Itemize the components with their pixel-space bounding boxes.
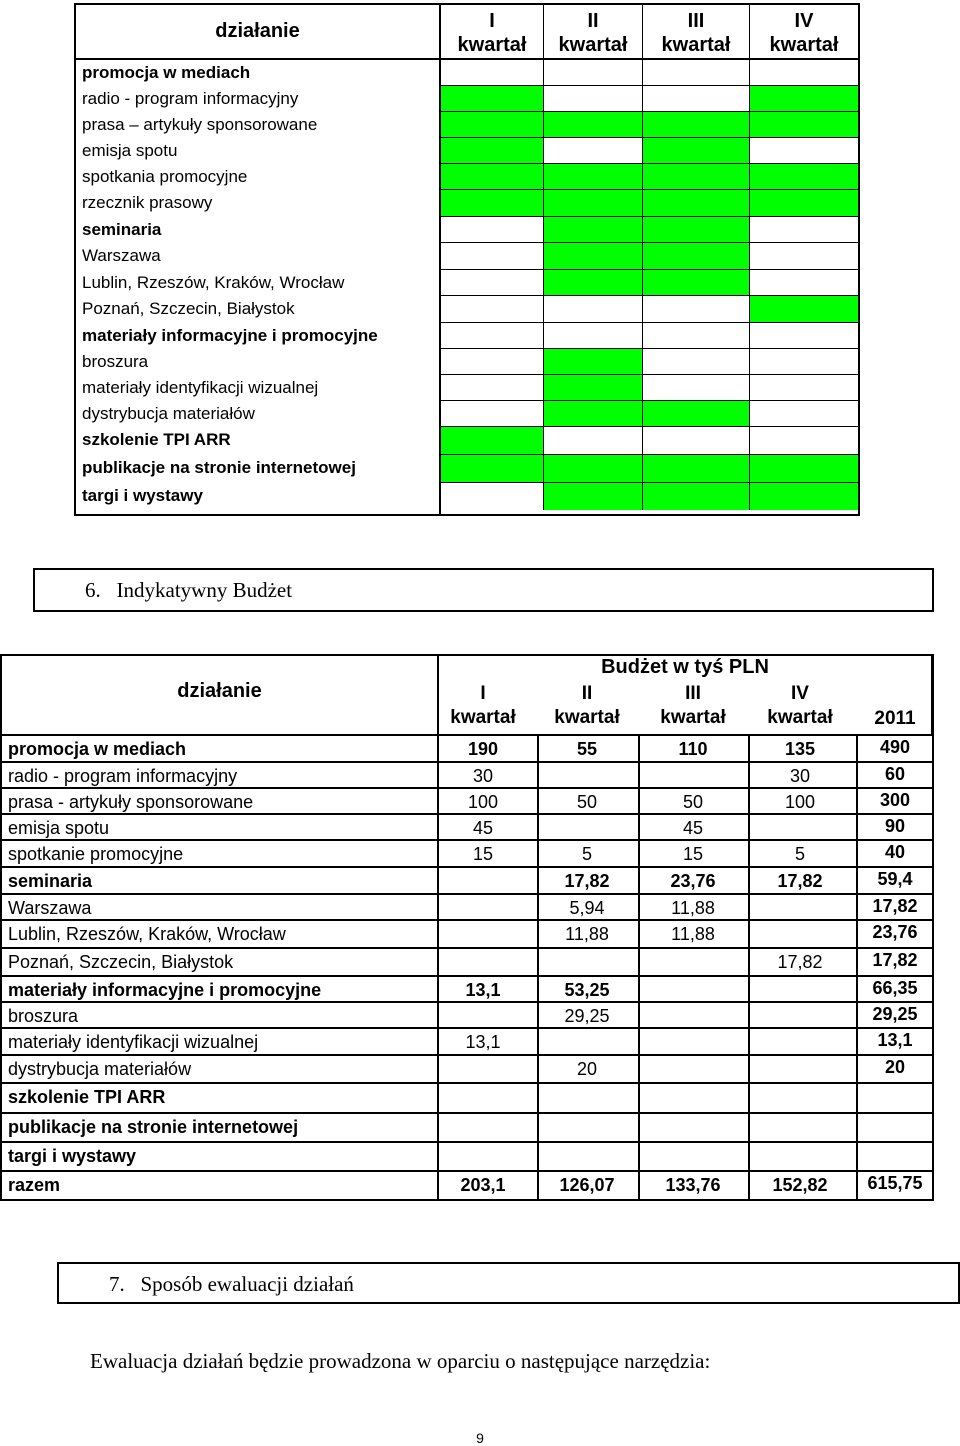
schedule-row-label: szkolenie TPI ARR: [82, 430, 231, 449]
evaluation-paragraph: Ewaluacja działań będzie prowadzona w oparciu o następujące narzędzia:: [90, 1349, 711, 1373]
budget-cell: 5,94: [569, 898, 605, 918]
schedule-cell: [643, 243, 750, 270]
budget-cell: 5: [581, 844, 592, 864]
schedule-cell: [750, 190, 858, 217]
schedule-row-label: rzecznik prasowy: [82, 193, 213, 212]
budget-row-label: prasa - artykuły sponsorowane: [8, 792, 254, 812]
schedule-row-label: Lublin, Rzeszów, Kraków, Wrocław: [82, 273, 345, 292]
schedule-cell: [643, 401, 750, 427]
schedule-cell: [544, 455, 643, 483]
budget-row-label: Lublin, Rzeszów, Kraków, Wrocław: [8, 924, 286, 944]
schedule-cell: [750, 483, 858, 510]
budget-quarter-header: [639, 682, 747, 730]
budget-row-label: spotkanie promocyjne: [8, 844, 184, 864]
schedule-row-label: promocja w mediach: [82, 63, 251, 82]
quarter-number: I: [480, 683, 486, 704]
budget-total-cell: 20: [884, 1057, 906, 1077]
schedule-cell: [750, 401, 858, 427]
budget-cell: 5: [794, 844, 805, 864]
budget-row: [0, 789, 934, 815]
budget-cell: 45: [472, 818, 494, 838]
schedule-cell: [643, 190, 750, 217]
quarter-number: IV: [791, 683, 809, 704]
schedule-row-label: publikacje na stronie internetowej: [82, 458, 356, 477]
schedule-row-label: prasa – artykuły sponsorowane: [82, 115, 318, 134]
budget-row: [0, 1143, 934, 1172]
schedule-cell: [544, 349, 643, 375]
schedule-quarter-header: [441, 5, 544, 60]
budget-cell: 20: [576, 1059, 598, 1079]
schedule-row-label: broszura: [82, 352, 149, 371]
schedule-cell: [441, 60, 544, 86]
schedule-quarter-header: [750, 5, 858, 60]
schedule-cell: [441, 112, 544, 138]
section-6-title: 6. Indykatywny Budżet: [85, 578, 293, 602]
budget-row-label: targi i wystawy: [8, 1146, 137, 1166]
schedule-cell: [544, 483, 643, 510]
budget-row: [0, 1172, 934, 1201]
section-6-heading: [33, 568, 934, 612]
budget-cell: 29,25: [564, 1006, 610, 1026]
budget-total-cell: 17,82: [872, 950, 918, 970]
schedule-row-label: spotkania promocyjne: [82, 167, 248, 186]
quarter-word: kwartał: [767, 707, 833, 728]
budget-row-label: broszura: [8, 1006, 79, 1026]
schedule-cell: [643, 138, 750, 164]
budget-row-label: materiały identyfikacji wizualnej: [8, 1032, 259, 1052]
schedule-row-label: seminaria: [82, 220, 162, 239]
budget-row-label: publikacje na stronie internetowej: [8, 1117, 299, 1137]
budget-total-cell: 300: [879, 790, 911, 810]
quarter-word: kwartał: [660, 707, 726, 728]
budget-quarter-header: [429, 682, 537, 730]
schedule-cell: [750, 375, 858, 401]
quarter-word: kwartał: [554, 707, 620, 728]
schedule-labels-column: [76, 5, 441, 514]
schedule-cell: [441, 138, 544, 164]
budget-row-label: emisja spotu: [8, 818, 110, 838]
section-7-title: 7. Sposób ewaluacji działań: [109, 1272, 354, 1296]
budget-row-label: Poznań, Szczecin, Białystok: [8, 952, 234, 972]
budget-cell: 15: [682, 844, 704, 864]
schedule-cell: [750, 349, 858, 375]
schedule-cell: [441, 455, 544, 483]
schedule-quarter-header: [544, 5, 643, 60]
schedule-cell: [750, 270, 858, 296]
budget-cell: 30: [789, 766, 811, 786]
schedule-cell: [544, 60, 643, 86]
schedule-cell: [544, 296, 643, 323]
budget-row-label: Warszawa: [8, 898, 92, 918]
quarter-number: II: [581, 683, 593, 704]
schedule-cell: [643, 375, 750, 401]
schedule-cell: [544, 270, 643, 296]
budget-header: [0, 654, 934, 734]
budget-row: [0, 949, 934, 977]
budget-total-cell: 59,4: [877, 869, 913, 889]
schedule-cell: [750, 296, 858, 323]
schedule-cell: [441, 217, 544, 243]
budget-row: [0, 1056, 934, 1084]
quarter-number: I: [489, 10, 495, 32]
budget-cell: 30: [472, 766, 494, 786]
schedule-row-label: targi i wystawy: [82, 486, 203, 505]
budget-row: [0, 921, 934, 949]
budget-cell: 13,1: [465, 1032, 501, 1052]
schedule-cell: [544, 217, 643, 243]
schedule-header-label: działanie: [76, 5, 439, 60]
budget-total-cell: 60: [884, 764, 906, 784]
budget-cell: 100: [467, 792, 499, 812]
budget-total-cell: 13,1: [877, 1030, 913, 1050]
quarter-word: kwartał: [450, 707, 516, 728]
budget-row-label: dystrybucja materiałów: [8, 1059, 192, 1079]
quarter-word: kwartał: [558, 34, 628, 56]
schedule-cell: [750, 164, 858, 190]
schedule-cell: [643, 483, 750, 510]
budget-cell: 50: [682, 792, 704, 812]
budget-cell: 53,25: [564, 980, 610, 1000]
schedule-cell: [441, 296, 544, 323]
budget-total-cell: 490: [879, 737, 911, 757]
quarter-word: kwartał: [661, 34, 731, 56]
schedule-cell: [750, 60, 858, 86]
budget-cell: 13,1: [465, 980, 501, 1000]
budget-row: [0, 1029, 934, 1056]
schedule-quarter-header: [643, 5, 750, 60]
budget-row: [0, 841, 934, 868]
budget-header-label: działanie: [177, 680, 262, 702]
schedule-cell: [643, 323, 750, 349]
budget-quarter-header: [533, 682, 641, 730]
schedule-cell: [750, 323, 858, 349]
budget-cell: 100: [784, 792, 816, 812]
budget-row-label: szkolenie TPI ARR: [8, 1087, 166, 1107]
quarter-word: kwartał: [769, 34, 839, 56]
schedule-cell: [544, 243, 643, 270]
section-7-heading: [57, 1262, 960, 1304]
schedule-row-label: emisja spotu: [82, 141, 178, 160]
schedule-cell: [441, 243, 544, 270]
budget-total-cell: 17,82: [872, 896, 918, 916]
schedule-cell: [544, 164, 643, 190]
budget-total-cell: 615,75: [867, 1173, 923, 1193]
quarter-number: II: [587, 10, 599, 32]
schedule-cell: [643, 86, 750, 112]
budget-cell: 17,82: [777, 952, 823, 972]
schedule-cell: [544, 86, 643, 112]
schedule-cell: [441, 86, 544, 112]
schedule-cell: [441, 270, 544, 296]
schedule-cell: [750, 243, 858, 270]
budget-cell: 190: [467, 739, 499, 759]
schedule-cell: [750, 217, 858, 243]
schedule-cell: [544, 323, 643, 349]
schedule-cell: [544, 427, 643, 455]
budget-row: [0, 1114, 934, 1143]
schedule-cell: [544, 401, 643, 427]
schedule-cell: [750, 86, 858, 112]
schedule-cell: [544, 112, 643, 138]
schedule-cell: [643, 60, 750, 86]
quarter-number: III: [687, 10, 705, 32]
schedule-cell: [643, 217, 750, 243]
schedule-cell: [750, 138, 858, 164]
budget-quarter-header: [746, 682, 854, 730]
schedule-cell: [643, 427, 750, 455]
budget-total-cell: 29,25: [872, 1004, 918, 1024]
schedule-cell: [643, 455, 750, 483]
budget-row: [0, 815, 934, 841]
budget-header-year: 2011: [874, 708, 916, 729]
budget-total-cell: 66,35: [872, 978, 918, 998]
budget-header-title: Budżet w tyś PLN: [601, 656, 769, 678]
schedule-cell: [544, 138, 643, 164]
schedule-table: [74, 3, 860, 516]
schedule-cell: [643, 270, 750, 296]
schedule-row-label: dystrybucja materiałów: [82, 404, 255, 423]
schedule-row-label: Warszawa: [82, 246, 161, 265]
budget-row: [0, 763, 934, 789]
budget-cell: 11,88: [671, 924, 715, 944]
budget-cell: 203,1: [460, 1175, 506, 1195]
schedule-row-label: materiały identyfikacji wizualnej: [82, 378, 319, 397]
quarter-word: kwartał: [457, 34, 527, 56]
schedule-cell: [441, 401, 544, 427]
schedule-cell: [441, 349, 544, 375]
quarter-number: IV: [794, 10, 814, 32]
budget-row-label: materiały informacyjne i promocyjne: [8, 980, 322, 1000]
schedule-cell: [441, 483, 544, 510]
schedule-cell: [750, 112, 858, 138]
budget-row: [0, 736, 934, 763]
schedule-cell: [441, 427, 544, 455]
schedule-cell: [441, 164, 544, 190]
schedule-cell: [544, 190, 643, 217]
schedule-row-label: Poznań, Szczecin, Białystok: [82, 299, 295, 318]
schedule-cell: [544, 375, 643, 401]
schedule-cell: [643, 112, 750, 138]
budget-row-label: promocja w mediach: [8, 739, 187, 759]
budget-cell: 152,82: [772, 1175, 828, 1195]
budget-cell: 50: [576, 792, 598, 812]
budget-cell: 23,76: [670, 871, 716, 891]
schedule-cell: [643, 296, 750, 323]
schedule-cell: [643, 349, 750, 375]
schedule-cell: [643, 164, 750, 190]
budget-row: [0, 977, 934, 1003]
budget-cell: 17,82: [777, 871, 823, 891]
budget-row: [0, 1084, 934, 1114]
budget-row-label: radio - program informacyjny: [8, 766, 238, 786]
schedule-cell: [750, 455, 858, 483]
budget-cell: 11,88: [565, 924, 609, 944]
budget-row: [0, 868, 934, 895]
schedule-row-label: radio - program informacyjny: [82, 89, 299, 108]
page-number: 9: [476, 1430, 484, 1446]
schedule-cell: [441, 190, 544, 217]
budget-cell: 133,76: [665, 1175, 721, 1195]
quarter-number: III: [685, 683, 701, 704]
budget-cell: 126,07: [559, 1175, 615, 1195]
budget-total-cell: 40: [884, 842, 906, 862]
budget-row: [0, 1003, 934, 1029]
budget-cell: 17,82: [564, 871, 610, 891]
budget-row-label: seminaria: [8, 871, 93, 891]
budget-total-cell: 23,76: [872, 922, 918, 942]
budget-row-label: razem: [8, 1175, 61, 1195]
budget-cell: 135: [784, 739, 816, 759]
budget-row: [0, 895, 934, 921]
budget-total-cell: 90: [884, 816, 906, 836]
budget-cell: 11,88: [671, 898, 715, 918]
budget-cell: 15: [472, 844, 494, 864]
schedule-cell: [750, 427, 858, 455]
schedule-cell: [441, 323, 544, 349]
budget-cell: 55: [576, 739, 598, 759]
schedule-cell: [441, 375, 544, 401]
schedule-row-label: materiały informacyjne i promocyjne: [82, 326, 378, 345]
budget-cell: 45: [682, 818, 704, 838]
budget-cell: 110: [678, 739, 708, 759]
